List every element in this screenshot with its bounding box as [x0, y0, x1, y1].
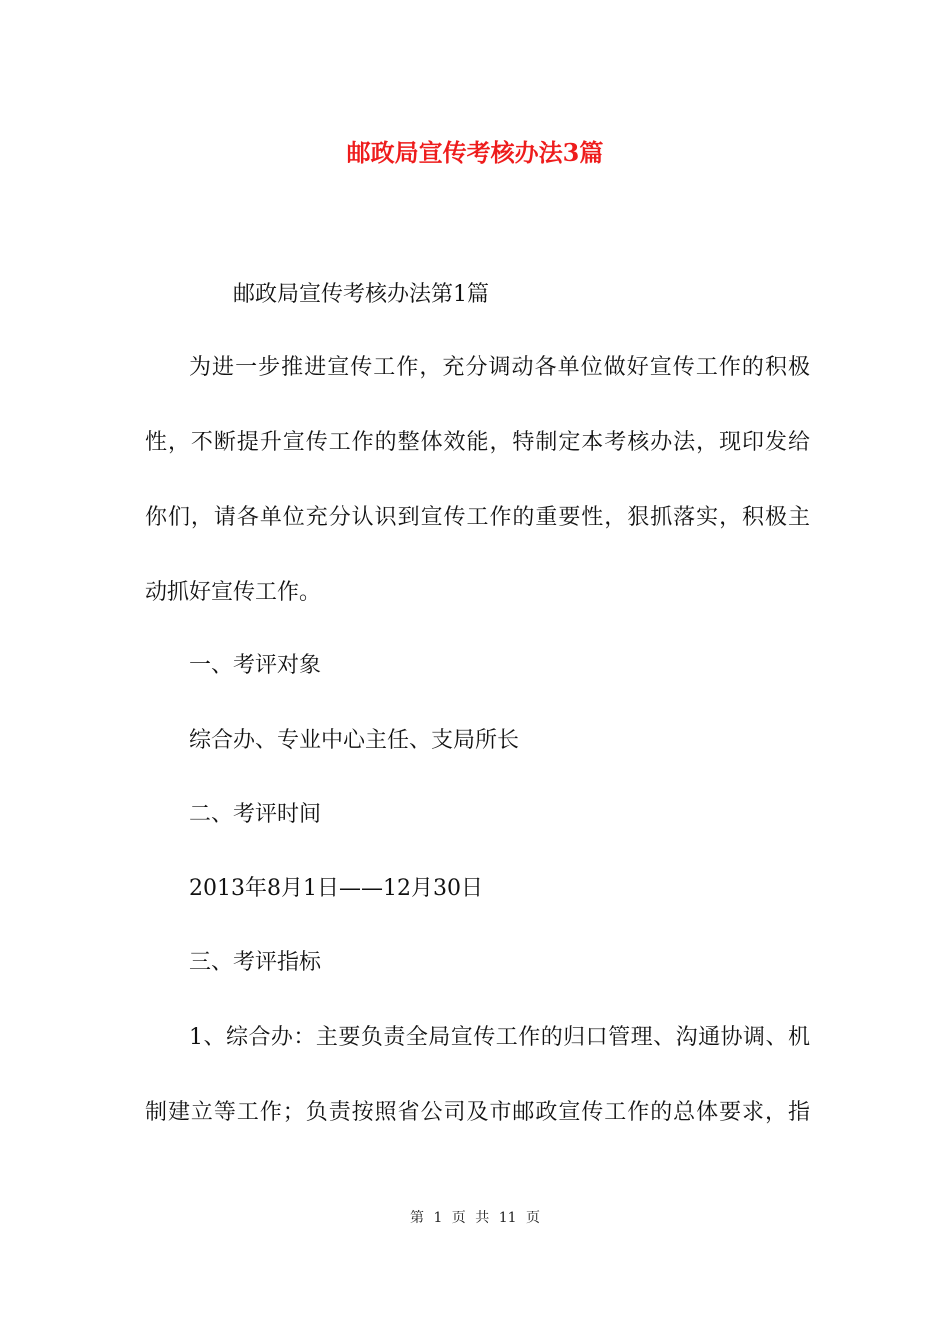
section-heading: 邮政局宣传考核办法第1篇	[233, 282, 489, 307]
paragraph-line: 2013年8月1日——12月30日	[189, 876, 483, 901]
paragraph-line: 为进一步推进宣传工作，充分调动各单位做好宣传工作的积极	[189, 355, 810, 380]
page-footer: 第 1 页 共 11 页	[410, 1210, 540, 1226]
paragraph-line: 制建立等工作；负责按照省公司及市邮政宣传工作的总体要求，指	[145, 1100, 810, 1125]
list-heading: 三、考评指标	[189, 950, 322, 975]
list-heading: 一、考评对象	[189, 653, 322, 678]
paragraph-line: 性，不断提升宣传工作的整体效能，特制定本考核办法，现印发给	[145, 430, 810, 455]
paragraph-line: 动抓好宣传工作。	[145, 580, 322, 605]
document-title: 邮政局宣传考核办法3篇	[346, 138, 604, 167]
paragraph-line: 你们，请各单位充分认识到宣传工作的重要性，狠抓落实，积极主	[145, 505, 810, 530]
paragraph-line: 综合办、专业中心主任、支局所长	[189, 728, 520, 753]
list-heading: 二、考评时间	[189, 802, 322, 827]
paragraph-line: 1、综合办：主要负责全局宣传工作的归口管理、沟通协调、机	[189, 1025, 810, 1050]
